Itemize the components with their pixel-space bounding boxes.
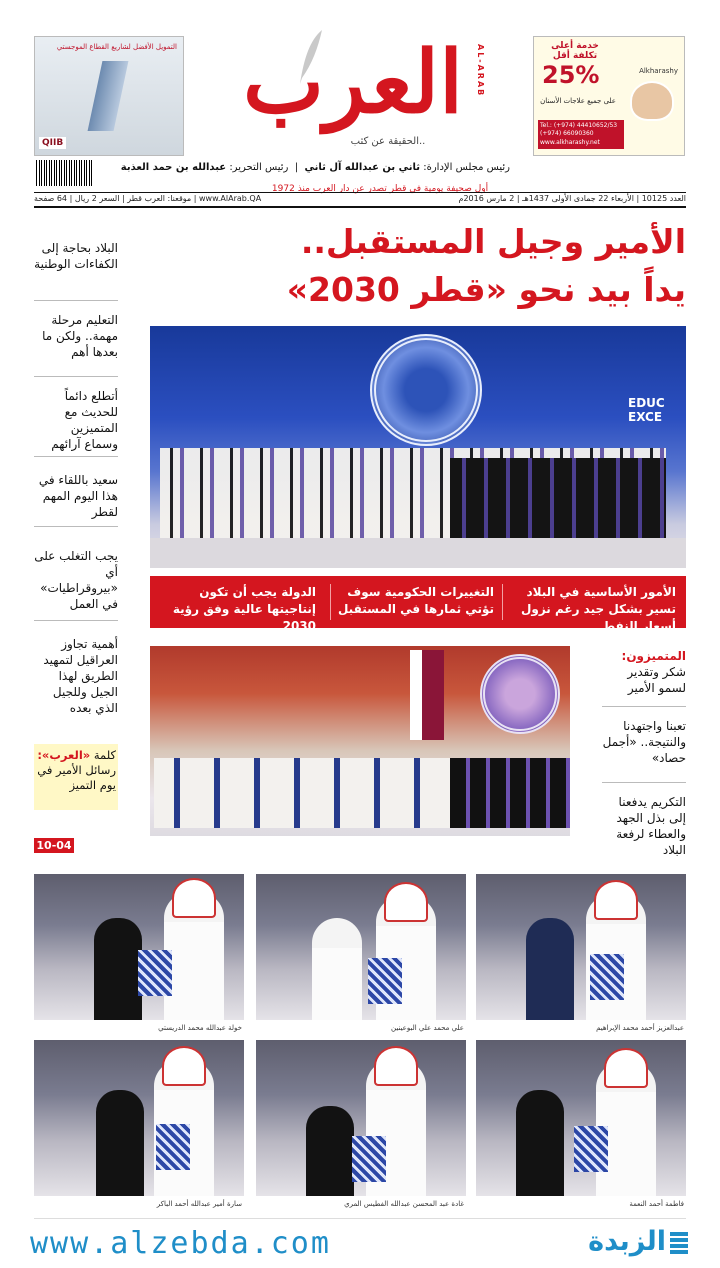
main-photo[interactable]	[150, 326, 686, 568]
caption-3: خولة عبدالله محمد الدريستي	[158, 1024, 242, 1032]
editorial-text: رسائل الأمير في يوم التميز	[37, 763, 116, 792]
management-line: رئيس مجلس الإدارة: ثاني بن عبدالله آل ثاني | رئيس التحرير: عبدالله بن حمد العذبة	[120, 162, 510, 173]
board-name: ثاني بن عبدالله آل ثاني	[304, 162, 421, 173]
masthead-latin: AL-ARAB	[476, 44, 485, 98]
grid-photo-5[interactable]	[256, 1040, 466, 1196]
sidebar-divider	[34, 300, 118, 301]
quote-separator	[330, 584, 331, 620]
right-col-divider	[602, 706, 686, 707]
sidebar-item[interactable]: سعيد باللقاء في هذا اليوم المهم لقطر	[38, 473, 118, 519]
ad-qiib[interactable]	[34, 36, 184, 156]
ad-contact	[538, 120, 624, 149]
emir-headdress	[162, 1046, 206, 1086]
stage-floor	[150, 538, 686, 568]
stage-label	[628, 396, 665, 424]
student-figure	[516, 1090, 564, 1196]
headline-line-2: يداً بيد نحو «قطر 2030»	[286, 270, 686, 309]
issue-info-bar	[34, 192, 686, 204]
grid-photo-2[interactable]	[256, 874, 466, 1020]
certificate	[156, 1124, 190, 1170]
certificate	[138, 950, 172, 996]
emir-headdress	[604, 1048, 648, 1088]
certificate	[574, 1126, 608, 1172]
ad-phone-2: (+974) 66090360	[540, 130, 594, 138]
sidebar-divider	[34, 456, 118, 457]
logo-bars-icon	[670, 1232, 688, 1254]
grid-photo-6[interactable]	[34, 1040, 244, 1196]
sidebar-item[interactable]: التعليم مرحلة مهمة.. ولكن ما بعدها أهم	[42, 313, 118, 359]
ad-web: www.alkharashy.net	[540, 138, 600, 146]
ad-discount: 25%	[542, 61, 600, 89]
emir-headdress	[172, 878, 216, 918]
grid-photo-4[interactable]	[476, 1040, 686, 1196]
editorial-box[interactable]	[34, 744, 118, 810]
student-figure	[306, 1106, 354, 1196]
ad-offer: على جميع علاجات الأسنان	[540, 97, 616, 105]
student-figure	[96, 1090, 144, 1196]
emir-headdress	[594, 880, 638, 920]
founded-line: أول صحيفة يومية في قطر تصدر عن دار العرب منذ 1972	[271, 184, 489, 194]
masthead-title: العرب	[243, 32, 463, 133]
headline-line-1: الأمير وجيل المستقبل..	[300, 222, 686, 261]
main-headline[interactable]	[150, 218, 686, 314]
hall-rosette	[480, 654, 560, 734]
stage-rosette	[370, 334, 482, 446]
qiib-logo: QIIB	[39, 137, 66, 149]
grid-photo-1[interactable]	[476, 874, 686, 1020]
sidebar-divider	[34, 620, 118, 621]
ad-alkharashy[interactable]	[533, 36, 685, 156]
right-col-item-3[interactable]: التكريم يدفعنا إلى بذل الجهد والعطاء لرفعة البلاد	[616, 795, 686, 857]
footer-url[interactable]: www.alzebda.com	[30, 1226, 331, 1261]
stage-label-line-1: EDUC	[628, 396, 665, 410]
emir-headdress	[374, 1046, 418, 1086]
certificate	[352, 1136, 386, 1182]
caption-4: فاطمة أحمد النعمة	[629, 1200, 684, 1208]
certificate	[590, 954, 624, 1000]
caption-2: علي محمد علي البوعينين	[391, 1024, 464, 1032]
sidebar-item[interactable]: أهمية تجاوز العراقيل لتمهيد الطريق لهذا الجيل وللجيل الذي بعده	[43, 637, 118, 715]
hall-photo[interactable]	[150, 646, 570, 836]
sidebar-item[interactable]: يجب التغلب على أي «بيروقراطيات» في العمل	[34, 549, 118, 611]
right-col-item-1[interactable]	[602, 648, 686, 696]
qatar-flag	[410, 650, 444, 740]
footer-logo-text: الزبدة	[588, 1226, 666, 1257]
barcode	[36, 160, 92, 186]
grid-photo-3[interactable]	[34, 874, 244, 1020]
editor-name: عبدالله بن حمد العذبة	[120, 162, 227, 173]
editorial-prefix: كلمة	[93, 748, 116, 762]
site-info: www.AlArab.QA | موقعنا: العرب قطر | السعر 2 ريال | 64 صفحة	[34, 194, 262, 203]
student-figure	[94, 918, 142, 1020]
footer-logo[interactable]	[578, 1226, 686, 1260]
masthead-divider	[34, 206, 686, 208]
right-col-title: المتميزون:	[621, 649, 686, 663]
quotes-bar	[150, 576, 686, 633]
ad-brand: Alkharashy	[639, 67, 678, 75]
sidebar-item[interactable]: البلاد بحاجة إلى الكفاءات الوطنية	[34, 241, 118, 271]
quote-3: الدولة يجب أن تكون إنتاجيتها عالية وفق رؤية 2030	[172, 585, 316, 633]
right-col-item-2[interactable]: تعبنا واجتهدنا والنتيجة.. «أجمل حصاد»	[602, 719, 686, 765]
ad-banner-text: التمويل الأفضل لشاريع القطاع الموجستي	[56, 43, 177, 51]
ad-cartoon-image	[630, 81, 674, 121]
sidebar-item[interactable]: أتطلع دائماً للحديث مع المتميزين وسماع آرائهم	[51, 389, 118, 451]
sidebar-divider	[34, 526, 118, 527]
emir-headdress	[384, 882, 428, 922]
seated-graduates-women	[450, 758, 570, 828]
stage-label-line-2: EXCE	[628, 410, 663, 424]
quote-1: الأمور الأساسية في البلاد تسير بشكل جيد رغم نزول أسعار النفط	[520, 585, 676, 633]
caption-1: عبدالعزيز أحمد محمد الإبراهيم	[596, 1024, 684, 1032]
graduates-group-women	[450, 458, 666, 538]
right-col-divider	[602, 782, 686, 783]
ad-title: خدمة أعلى تكلفة أقل	[551, 41, 599, 61]
editorial-name: «العرب»:	[37, 748, 91, 762]
board-label: رئيس مجلس الإدارة:	[423, 162, 510, 173]
page-reference[interactable]: 10-04	[34, 838, 74, 853]
quote-separator	[502, 584, 503, 620]
editor-label: رئيس التحرير:	[229, 162, 289, 173]
caption-5: غادة عبد المحسن عبدالله الفطيس المري	[344, 1200, 464, 1208]
ad-phone-1: Tel.: (+974) 44410652/53	[540, 121, 618, 129]
sidebar-divider	[34, 376, 118, 377]
caption-6: سارة أمير عبدالله أحمد الباكر	[156, 1200, 242, 1208]
student-figure	[526, 918, 574, 1020]
certificate	[368, 958, 402, 1004]
masthead-tagline: ..الحقيقة عن كثب	[350, 136, 426, 147]
right-col-text: شكر وتقدير لسمو الأمير	[627, 665, 686, 695]
footer-divider	[34, 1218, 686, 1219]
quote-2: التغييرات الحكومية سوف تؤتي ثمارها في المستقبل	[337, 585, 494, 616]
student-figure	[312, 918, 362, 1020]
issue-info: العدد 10125 | الأربعاء 22 جمادى الأولى 1437هـ | 2 مارس 2016م	[458, 194, 686, 203]
